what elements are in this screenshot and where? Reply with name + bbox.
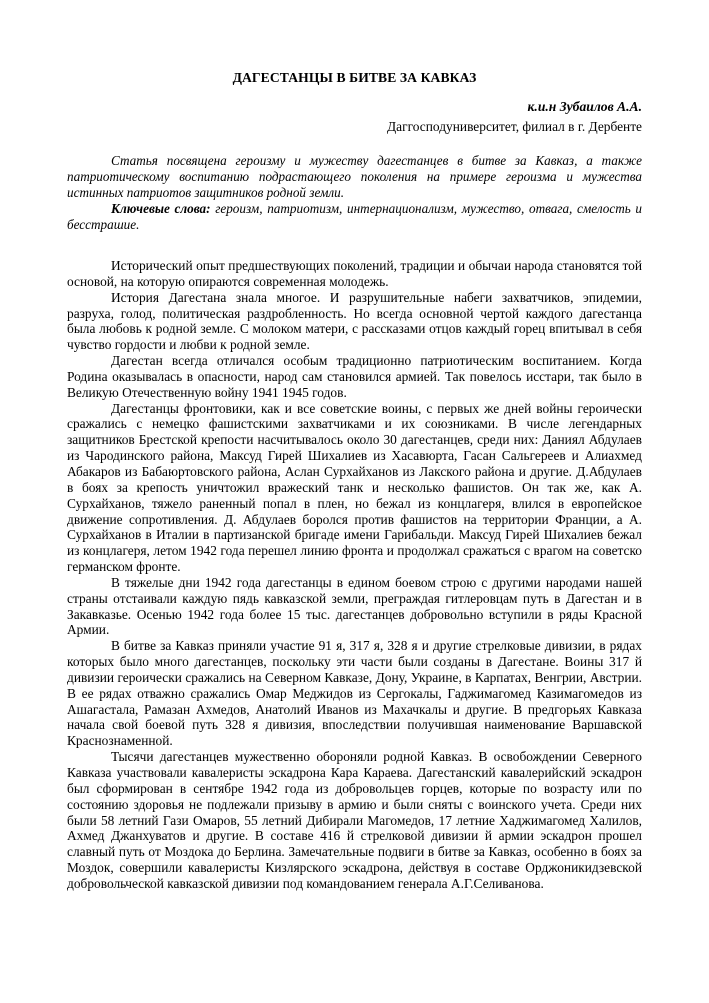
author-name: к.и.н Зубаилов А.А. bbox=[527, 99, 642, 114]
article-body bbox=[67, 258, 642, 892]
body-paragraph: Исторический опыт предшествующих поколений, традиции и обычаи народа становятся той основой, на которую опираются современная молодежь. bbox=[67, 258, 642, 289]
body-paragraph: В тяжелые дни 1942 года дагестанцы в едином боевом строю с другими народами нашей страны отстаивали каждую пядь кавказской земли, преграждая гитлеровцам путь в Дагестан и в Закавказье. Осенью 1942 года более 15 тыс. дагестанцев добровольно вступили в ряды Красной Армии. bbox=[67, 574, 642, 638]
article-title: ДАГЕСТАНЦЫ В БИТВЕ ЗА КАВКАЗ bbox=[232, 70, 477, 85]
body-paragraph: Тысячи дагестанцев мужественно обороняли родной Кавказ. В освобождении Северного Кавказа участвовали кавалеристы эскадрона Кара Караева. Дагестанский кавалерийский эскадрон был сформирован в сентябре 1942 года из добровольцев горцев, которые по возрасту или по состоянию здоровья не подлежали призыву в армию и были сняты с воинского учета. Среди них были 58 летний Гази Омаров, 55 летний Дибирали Магомедов, 17 летние Хаджимагомед Халилов, Ахмед Джанхуватов и другие. В составе 416 й стрелковой дивизии й армии эскадрон прошел славный путь от Моздока до Берлина. Замечательные подвиги в битве за Кавказ, особенно в боях за Моздок, совершили кавалеристы Кизлярского эскадрона, действуя в составе Орджоникидзевской добровольческой кавказской дивизии под командованием генерала А.Г.Селиванова. bbox=[67, 749, 642, 891]
abstract-text: Статья посвящена героизму и мужеству дагестанцев в битве за Кавказ, а также патриотическому воспитанию подрастающего поколения на примере героизма и мужества истинных патриотов защитников родной земли. bbox=[67, 153, 642, 200]
abstract-block bbox=[67, 153, 642, 233]
author-affiliation: Даггосподуниверситет, филиал в г. Дербенте bbox=[387, 119, 642, 134]
keywords-text: героизм, патриотизм, интернационализм, мужество, отвага, смелость и бесстрашие. bbox=[67, 200, 642, 232]
body-paragraph: История Дагестана знала многое. И разрушительные набеги захватчиков, эпидемии, разруха, голод, политическая раздробленность. Но всегда основной чертой каждого дагестанца была любовь к родной земле. С молоком матери, с рассказами отцов каждый горец впитывал в себя чувство гордости и любви к родной земле. bbox=[67, 289, 642, 353]
body-paragraph: В битве за Кавказ приняли участие 91 я, 317 я, 328 я и другие стрелковые дивизии, в рядах которых было много дагестанцев, поскольку эти части были созданы в Дагестане. Воины 317 й дивизии героически сражались на Северном Кавказе, Дону, Украине, в Карпатах, Венгрии, Австрии. В ее рядах отважно сражались Омар Меджидов из Сергокалы, Гаджимагомед Казимагомедов из Ашагастала, Рамазан Ахмедов, Анатолий Иванов из Махачкалы и другие. В предгорьях Кавказа начала свой боевой путь 328 я дивизия, впоследствии получившая наименование Варшавской Краснознаменной. bbox=[67, 638, 642, 749]
body-paragraph: Дагестан всегда отличался особым традиционно патриотическим воспитанием. Когда Родина оказывалась в опасности, народ сам становился армией. Так повелось исстари, так было в Великую Отечественную войну 1941 1945 годов. bbox=[67, 353, 642, 400]
keywords-label: Ключевые слова: bbox=[111, 200, 211, 216]
keywords-line bbox=[67, 201, 642, 233]
body-paragraph: Дагестанцы фронтовики, как и все советские воины, с первых же дней войны героически сражались с немецко фашистскими захватчиками и их союзниками. В числе легендарных защитников Брестской крепости насчитывалось около 30 дагестанцев, среди них: Даниял Абдулаев из Чародинского района, Максуд Гирей Шихалиев из Хасавюрта, Гасан Сальгереев и Алиахмед Абакаров из Бабаюртовского района, Аслан Сурхайханов из Лакского района и другие. Д.Абдулаев в боях за крепость уничтожил вражеский танк и несколько фашистов. Он так же, как А. Сурхайханов, тяжело раненный попал в плен, но бежал из концлагеря, влился в европейское движение сопротивления. Д. Абдулаев боролся против фашистов на территории Франции, а А. Сурхайханов в Италии в партизанской бригаде имени Гарибальди. Максуд Гирей Шихалиев бежал из концлагеря, летом 1942 года перешел линию фронта и продолжал сражаться с врагом на советско германском фронте. bbox=[67, 400, 642, 575]
